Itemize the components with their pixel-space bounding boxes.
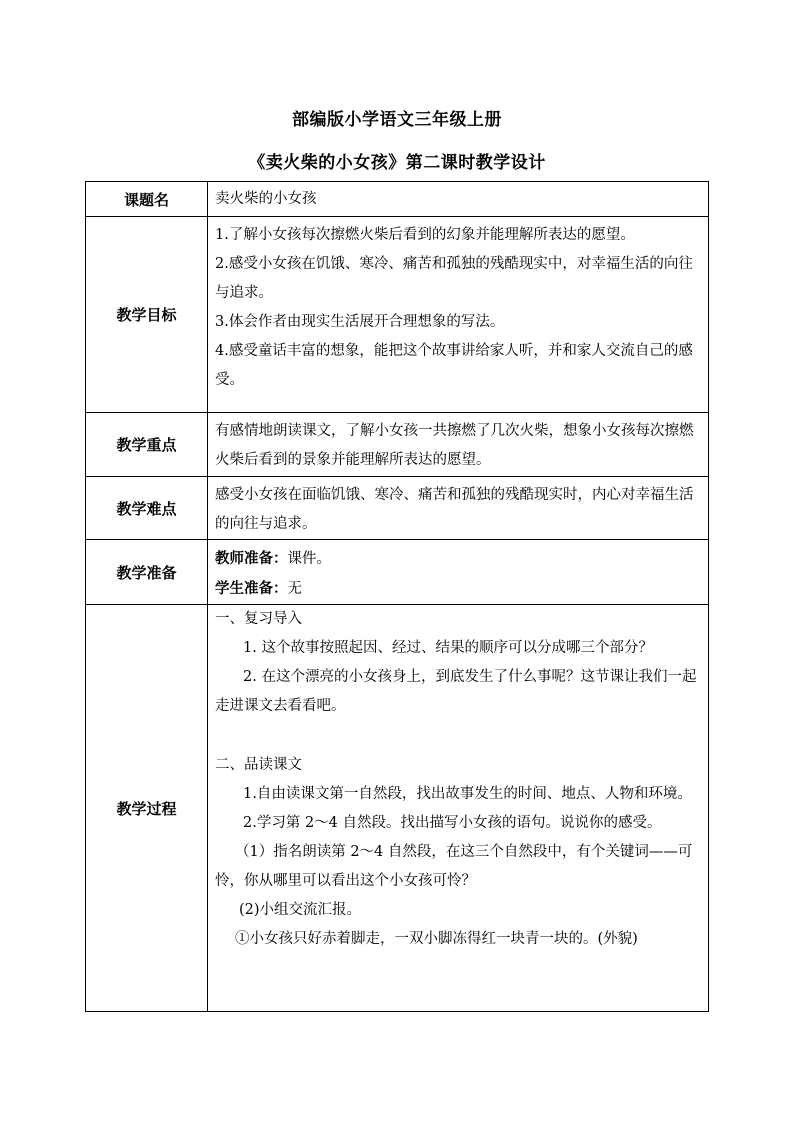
preparation-content [208, 540, 709, 605]
teacher-prep-value: 课件。 [287, 551, 331, 567]
preparation-label: 教学准备 [86, 540, 208, 605]
goal-item: 2.感受小女孩在饥饿、寒冷、痛苦和孤独的残酷现实中，对幸福生活的向往与追求。 [215, 256, 693, 301]
student-prep-label: 学生准备： [215, 580, 288, 597]
key-points-label: 教学重点 [86, 413, 208, 477]
teacher-prep-label: 教师准备： [215, 550, 288, 567]
key-points-text: 有感情地朗读课文，了解小女孩一共擦燃了几次火柴，想象小女孩每次擦燃火柴后看到的景象并能理解所表达的愿望。 [208, 413, 709, 477]
table-row-process [86, 605, 709, 1012]
process-paragraph: 2.学习第 2～4 自然段。找出描写小女孩的语句。说说你的感受。 [243, 815, 662, 831]
process-paragraph: 1.自由读课文第一自然段，找出故事发生的时间、地点、人物和环境。 [243, 786, 692, 802]
process-paragraph: 2. 在这个漂亮的小女孩身上，到底发生了什么事呢？这节课让我们一起走进课文去看看吧。 [215, 669, 697, 714]
process-label: 教学过程 [86, 605, 208, 1012]
difficulties-text: 感受小女孩在面临饥饿、寒冷、痛苦和孤独的残酷现实时，内心对幸福生活的向往与追求。 [208, 477, 709, 540]
section-heading: 一、复习导入 [215, 611, 302, 627]
table-row-preparation [86, 540, 709, 605]
goal-item: 3.体会作者由现实生活展开合理想象的写法。 [215, 314, 505, 330]
document-subtitle: 《卖火柴的小女孩》第二课时教学设计 [248, 153, 546, 173]
process-paragraph: 1. 这个故事按照起因、经过、结果的顺序可以分成哪三个部分？ [243, 640, 653, 656]
student-prep-value: 无 [287, 581, 302, 597]
topic-value: 卖火柴的小女孩 [208, 182, 709, 217]
section-heading: 二、品读课文 [215, 757, 302, 773]
goals-label: 教学目标 [86, 217, 208, 413]
goal-item: 1.了解小女孩每次擦燃火柴后看到的幻象并能理解所表达的愿望。 [215, 227, 635, 243]
process-paragraph: ①小女孩只好赤着脚走，一双小脚冻得红一块青一块的。(外貌) [235, 931, 638, 947]
process-paragraph: （1）指名朗读第 2～4 自然段，在这三个自然段中，有个关键词——可怜，你从哪里可以看出这个小女孩可怜？ [215, 844, 693, 889]
table-row-topic [86, 182, 709, 217]
goals-content [208, 217, 709, 413]
lesson-plan-table [85, 181, 709, 1012]
topic-label: 课题名 [86, 182, 208, 217]
process-paragraph: (2)小组交流汇报。 [239, 902, 362, 918]
table-row-goals [86, 217, 709, 413]
difficulties-label: 教学难点 [86, 477, 208, 540]
document-title: 部编版小学语文三年级上册 [292, 110, 502, 130]
table-row-difficulties [86, 477, 709, 540]
goal-item: 4.感受童话丰富的想象，能把这个故事讲给家人听，并和家人交流自己的感受。 [215, 343, 693, 388]
table-row-key-points [86, 413, 709, 477]
process-content [208, 605, 709, 1012]
